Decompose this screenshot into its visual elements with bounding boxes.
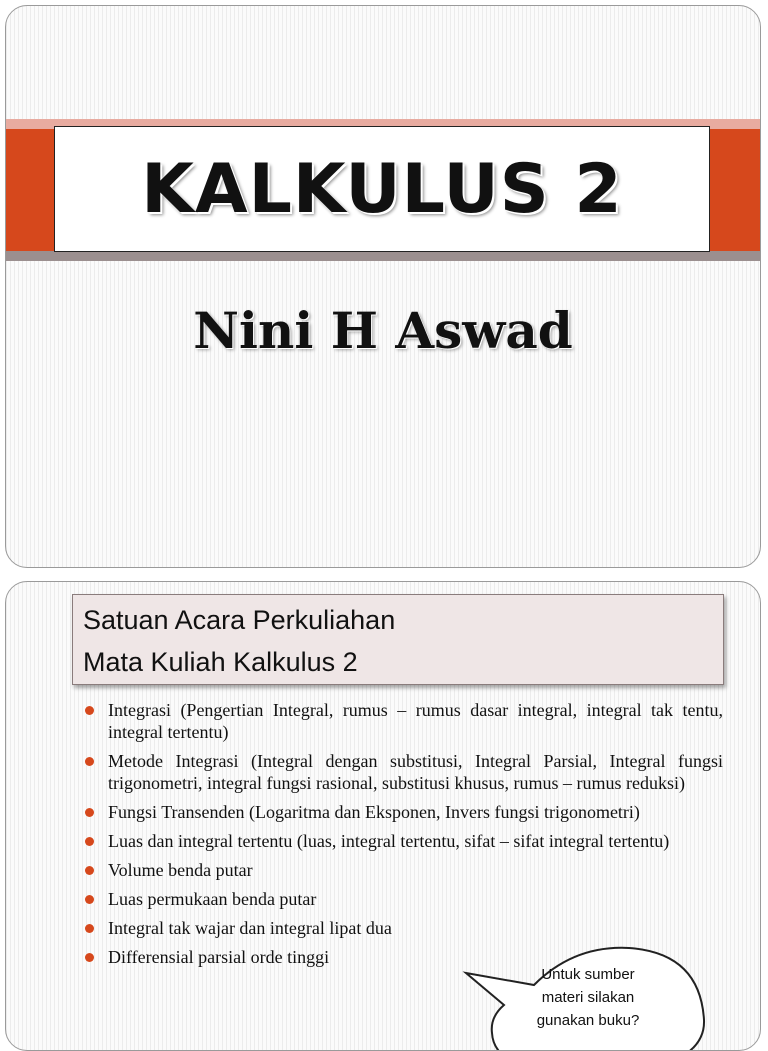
list-item xyxy=(82,859,723,881)
callout-text xyxy=(512,963,664,1032)
callout-line-2: materi silakan xyxy=(541,989,635,1006)
bullet-icon xyxy=(85,895,94,904)
list-item-text: Differensial parsial orde tinggi xyxy=(108,947,330,967)
topic-list xyxy=(82,699,723,975)
bullet-icon xyxy=(85,924,94,933)
syllabus-slide xyxy=(5,581,761,1051)
accent-band-gray xyxy=(6,251,760,261)
title-slide xyxy=(5,5,761,568)
bullet-icon xyxy=(85,757,94,766)
list-item-text: Luas permukaan benda putar xyxy=(108,889,317,909)
list-item-text: Luas dan integral tertentu (luas, integral tertentu, sifat – sifat integral tertentu) xyxy=(108,831,670,851)
title-box xyxy=(54,126,710,252)
list-item-text: Metode Integrasi (Integral dengan substitusi, Integral Parsial, Integral fungsi trigonometri, integral fungsi rasional, substitusi khusus, rumus – rumus reduksi) xyxy=(108,751,723,793)
slide-title: KALKULUS 2 xyxy=(141,149,623,229)
speech-bubble xyxy=(454,945,714,1051)
callout-line-1: Untuk sumber xyxy=(541,966,635,983)
list-item-text: Volume benda putar xyxy=(108,860,253,880)
callout-line-3: gunakan buku? xyxy=(536,1012,640,1029)
bullet-icon xyxy=(85,837,94,846)
header-line-1: Satuan Acara Perkuliahan xyxy=(83,605,396,635)
list-item xyxy=(82,888,723,910)
list-item xyxy=(82,801,723,823)
list-item xyxy=(82,917,723,939)
list-item xyxy=(82,750,723,794)
bullet-icon xyxy=(85,953,94,962)
bullet-icon xyxy=(85,706,94,715)
slide-header xyxy=(72,594,724,685)
list-item xyxy=(82,699,723,743)
bullet-icon xyxy=(85,808,94,817)
list-item xyxy=(82,830,723,852)
header-line-2: Mata Kuliah Kalkulus 2 xyxy=(83,647,358,677)
list-item-text: Integrasi (Pengertian Integral, rumus – rumus dasar integral, integral tak tentu, integral tertentu) xyxy=(108,700,723,742)
list-item-text: Integral tak wajar dan integral lipat dua xyxy=(108,918,392,938)
author-name: Nini H Aswad xyxy=(193,301,573,360)
bullet-icon xyxy=(85,866,94,875)
list-item-text: Fungsi Transenden (Logaritma dan Eksponen, Invers fungsi trigonometri) xyxy=(108,802,640,822)
